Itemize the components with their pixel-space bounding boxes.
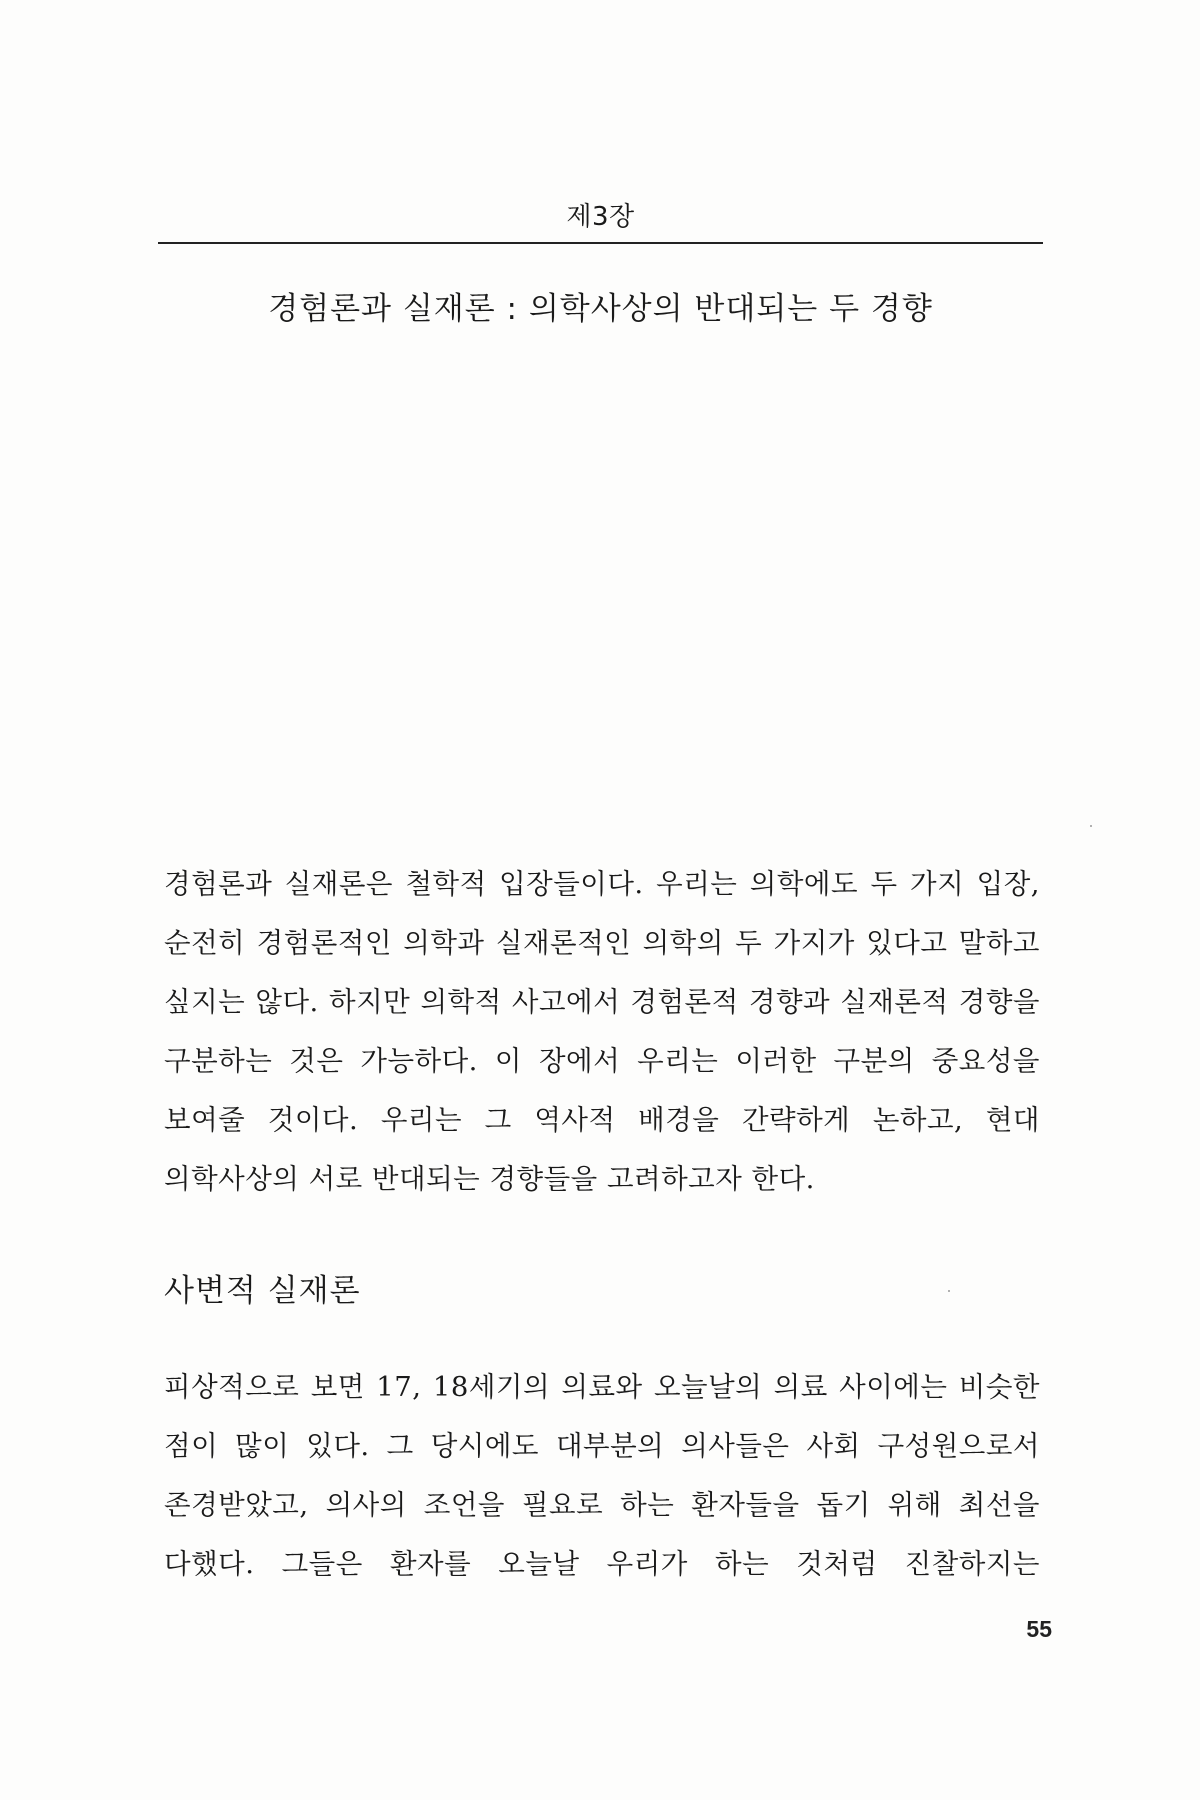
chapter-divider-rule xyxy=(158,242,1043,244)
intro-paragraph: 경험론과 실재론은 철학적 입장들이다. 우리는 의학에도 두 가지 입장, 순전히 경험론적인 의학과 실재론적인 의학의 두 가지가 있다고 말하고 싶지는 않다. 하지만 의학적 사고에서 경험론적 경향과 실재론적 경향을 구분하는 것은 가능하다. 이 장에서 우리는 이러한 구분의 중요성을 보여줄 것이다. 우리는 그 역사적 배경을 간략하게 논하고, 현대 의학사상의 서로 반대되는 경향들을 고려하고자 한다. xyxy=(164,868,1040,1195)
section-heading: 사변적 실재론 xyxy=(164,1273,361,1309)
section-paragraph: 피상적으로 보면 17, 18세기의 의료와 오늘날의 의료 사이에는 비슷한 점이 많이 있다. 그 당시에도 대부분의 의사들은 사회 구성원으로서 존경받았고, 의사의 조언을 필요로 하는 환자들을 돕기 위해 최선을 다했다. 그들은 환자를 오늘날 우리가 하는 것처럼 진찰하지는 xyxy=(164,1371,1040,1580)
scan-speck xyxy=(1090,825,1092,827)
page-number: 55 xyxy=(1026,1616,1052,1642)
chapter-title: 경험론과 실재론 : 의학사상의 반대되는 두 경향 xyxy=(268,290,933,327)
scan-speck xyxy=(948,1290,950,1292)
chapter-label: 제3장 xyxy=(566,202,635,232)
